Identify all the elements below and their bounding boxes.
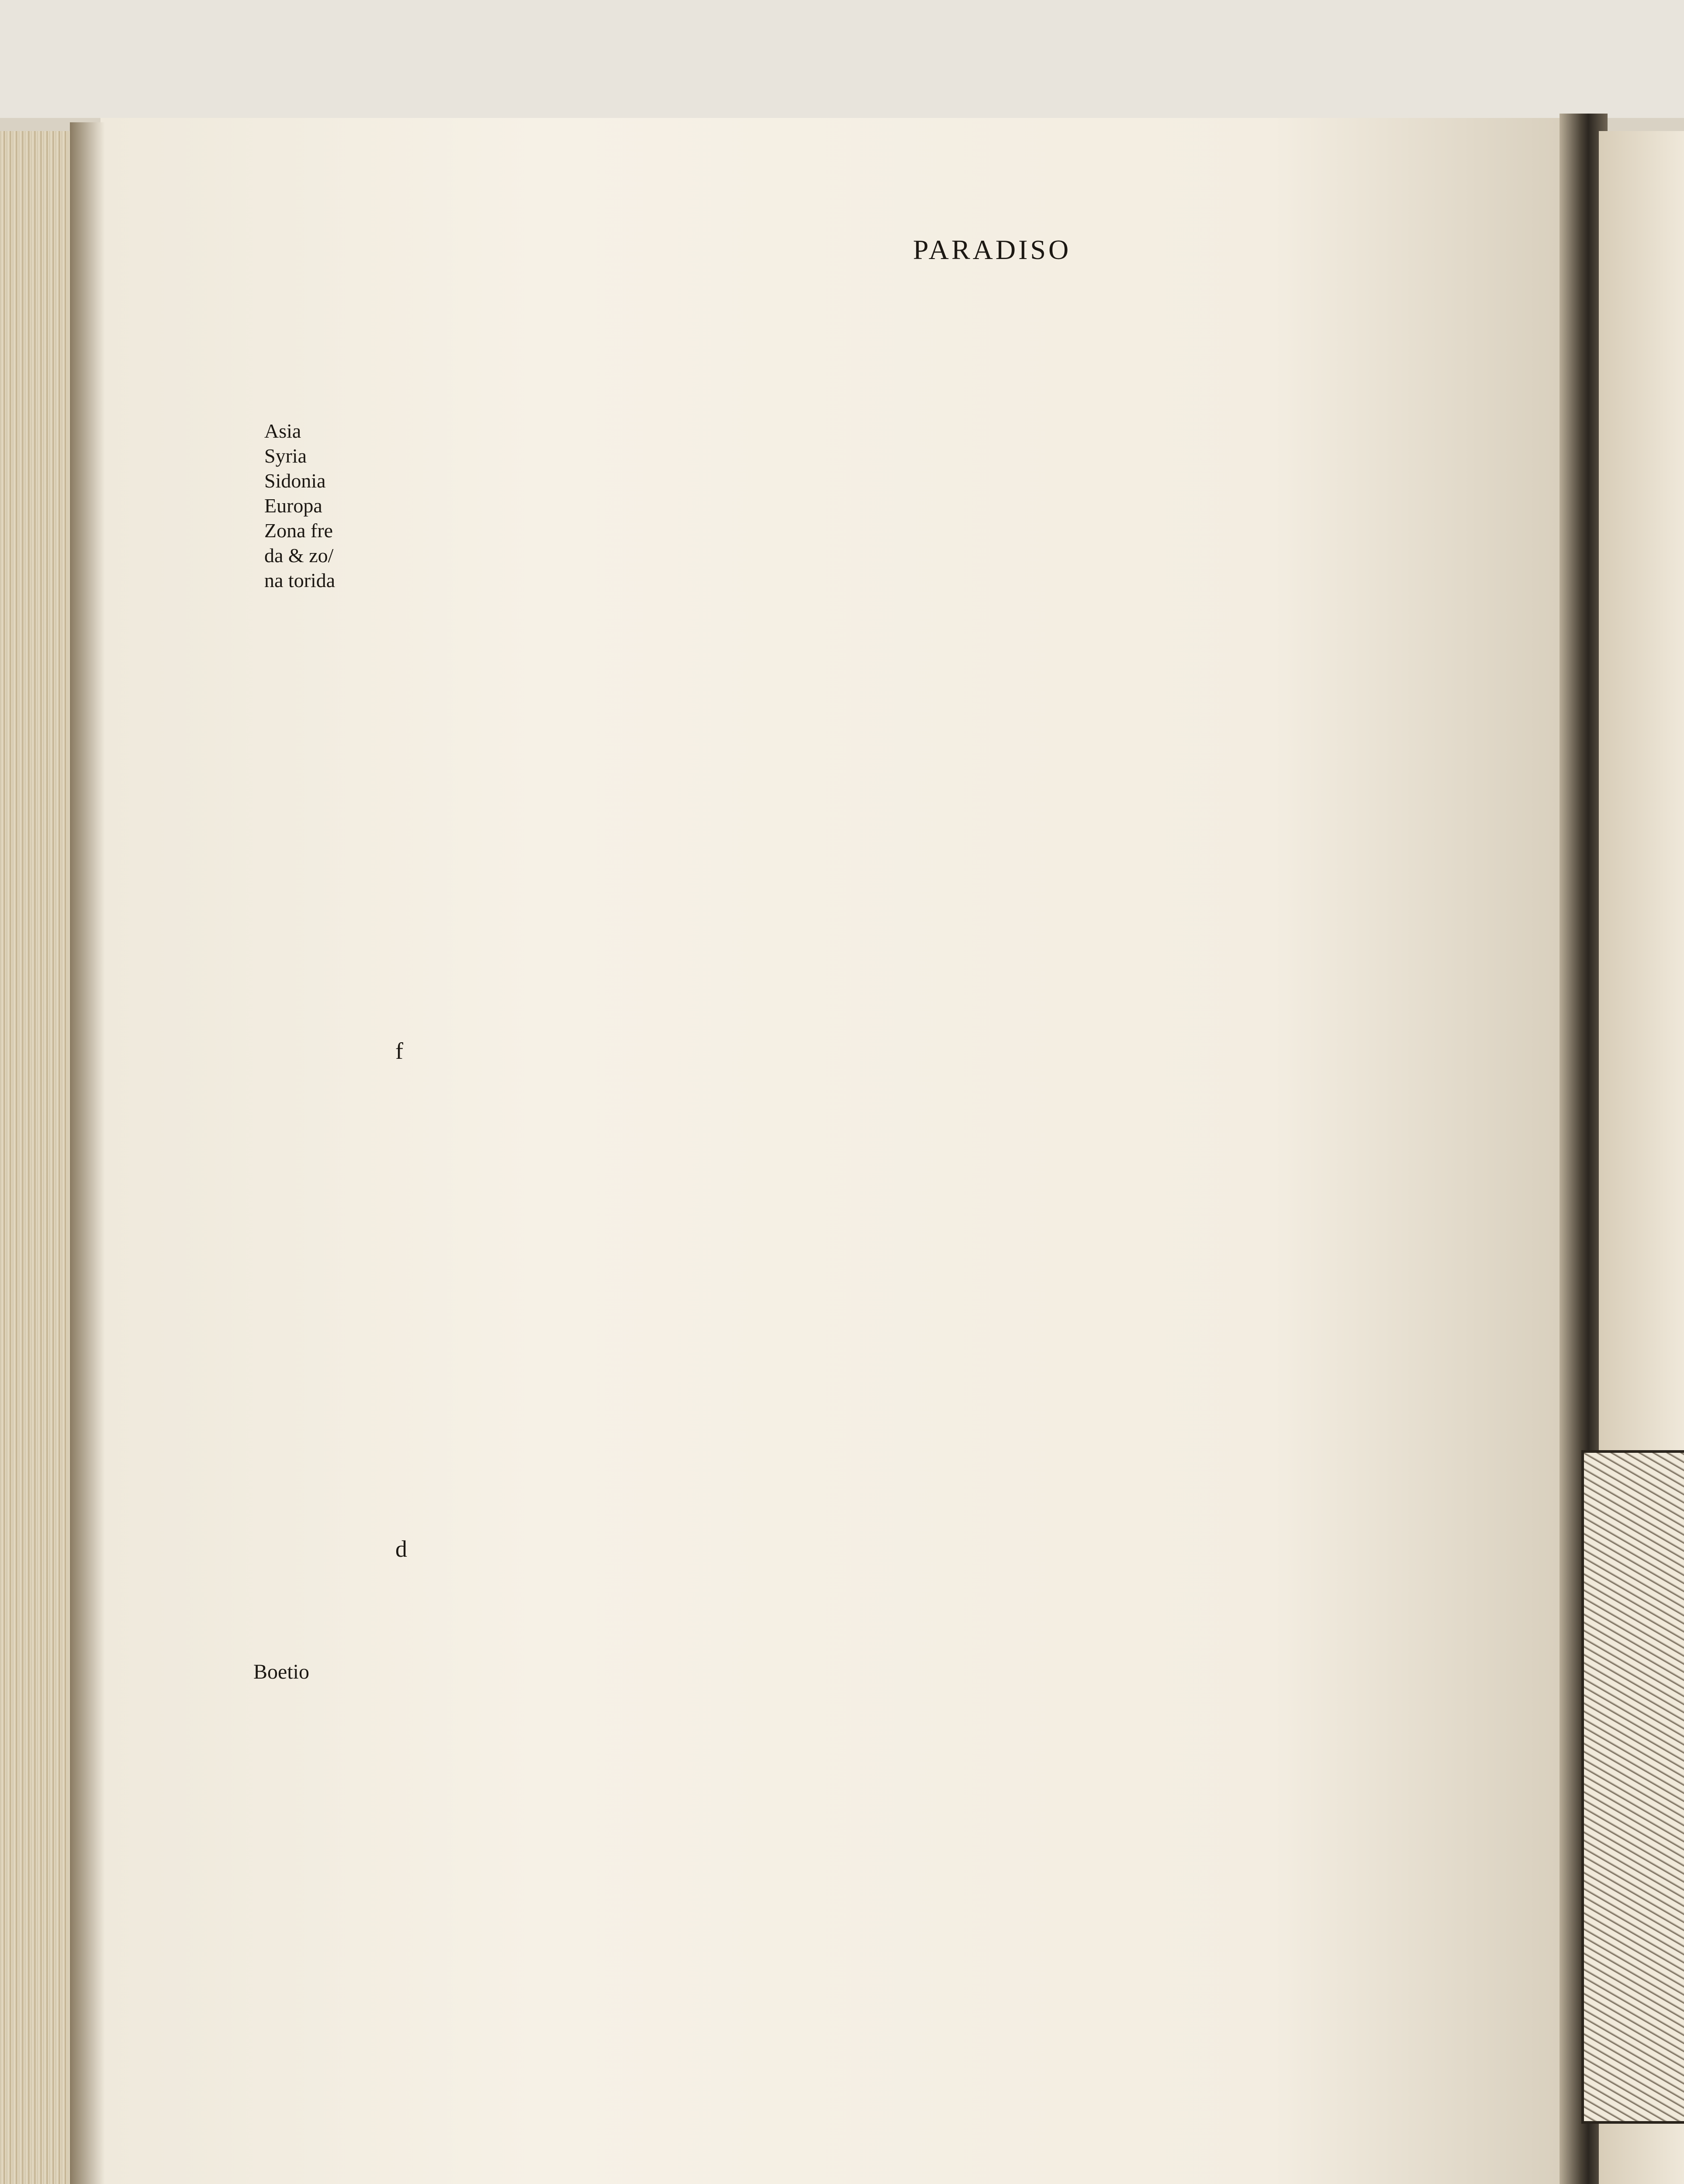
margin-note: Asia <box>264 420 301 442</box>
margin-note-boetio: Boetio <box>253 1660 309 1683</box>
page-header: PARADISO <box>913 234 1072 265</box>
margin-note: Europa <box>264 494 322 517</box>
margin-note: Syria <box>264 445 307 467</box>
margin-note: na torida <box>264 569 335 591</box>
left-page <box>100 118 1568 2184</box>
book-page-edges <box>0 131 74 2184</box>
margin-note: da & zo/ <box>264 544 334 567</box>
margin-note: Sidonia <box>264 470 326 492</box>
initial-letter: f <box>395 1038 403 1064</box>
background-top <box>0 0 1684 118</box>
margin-note: Zona fre <box>264 519 333 542</box>
woodcut-illustration <box>1581 1450 1684 2124</box>
initial-letter: d <box>395 1536 407 1562</box>
page-shadow <box>70 122 105 2184</box>
